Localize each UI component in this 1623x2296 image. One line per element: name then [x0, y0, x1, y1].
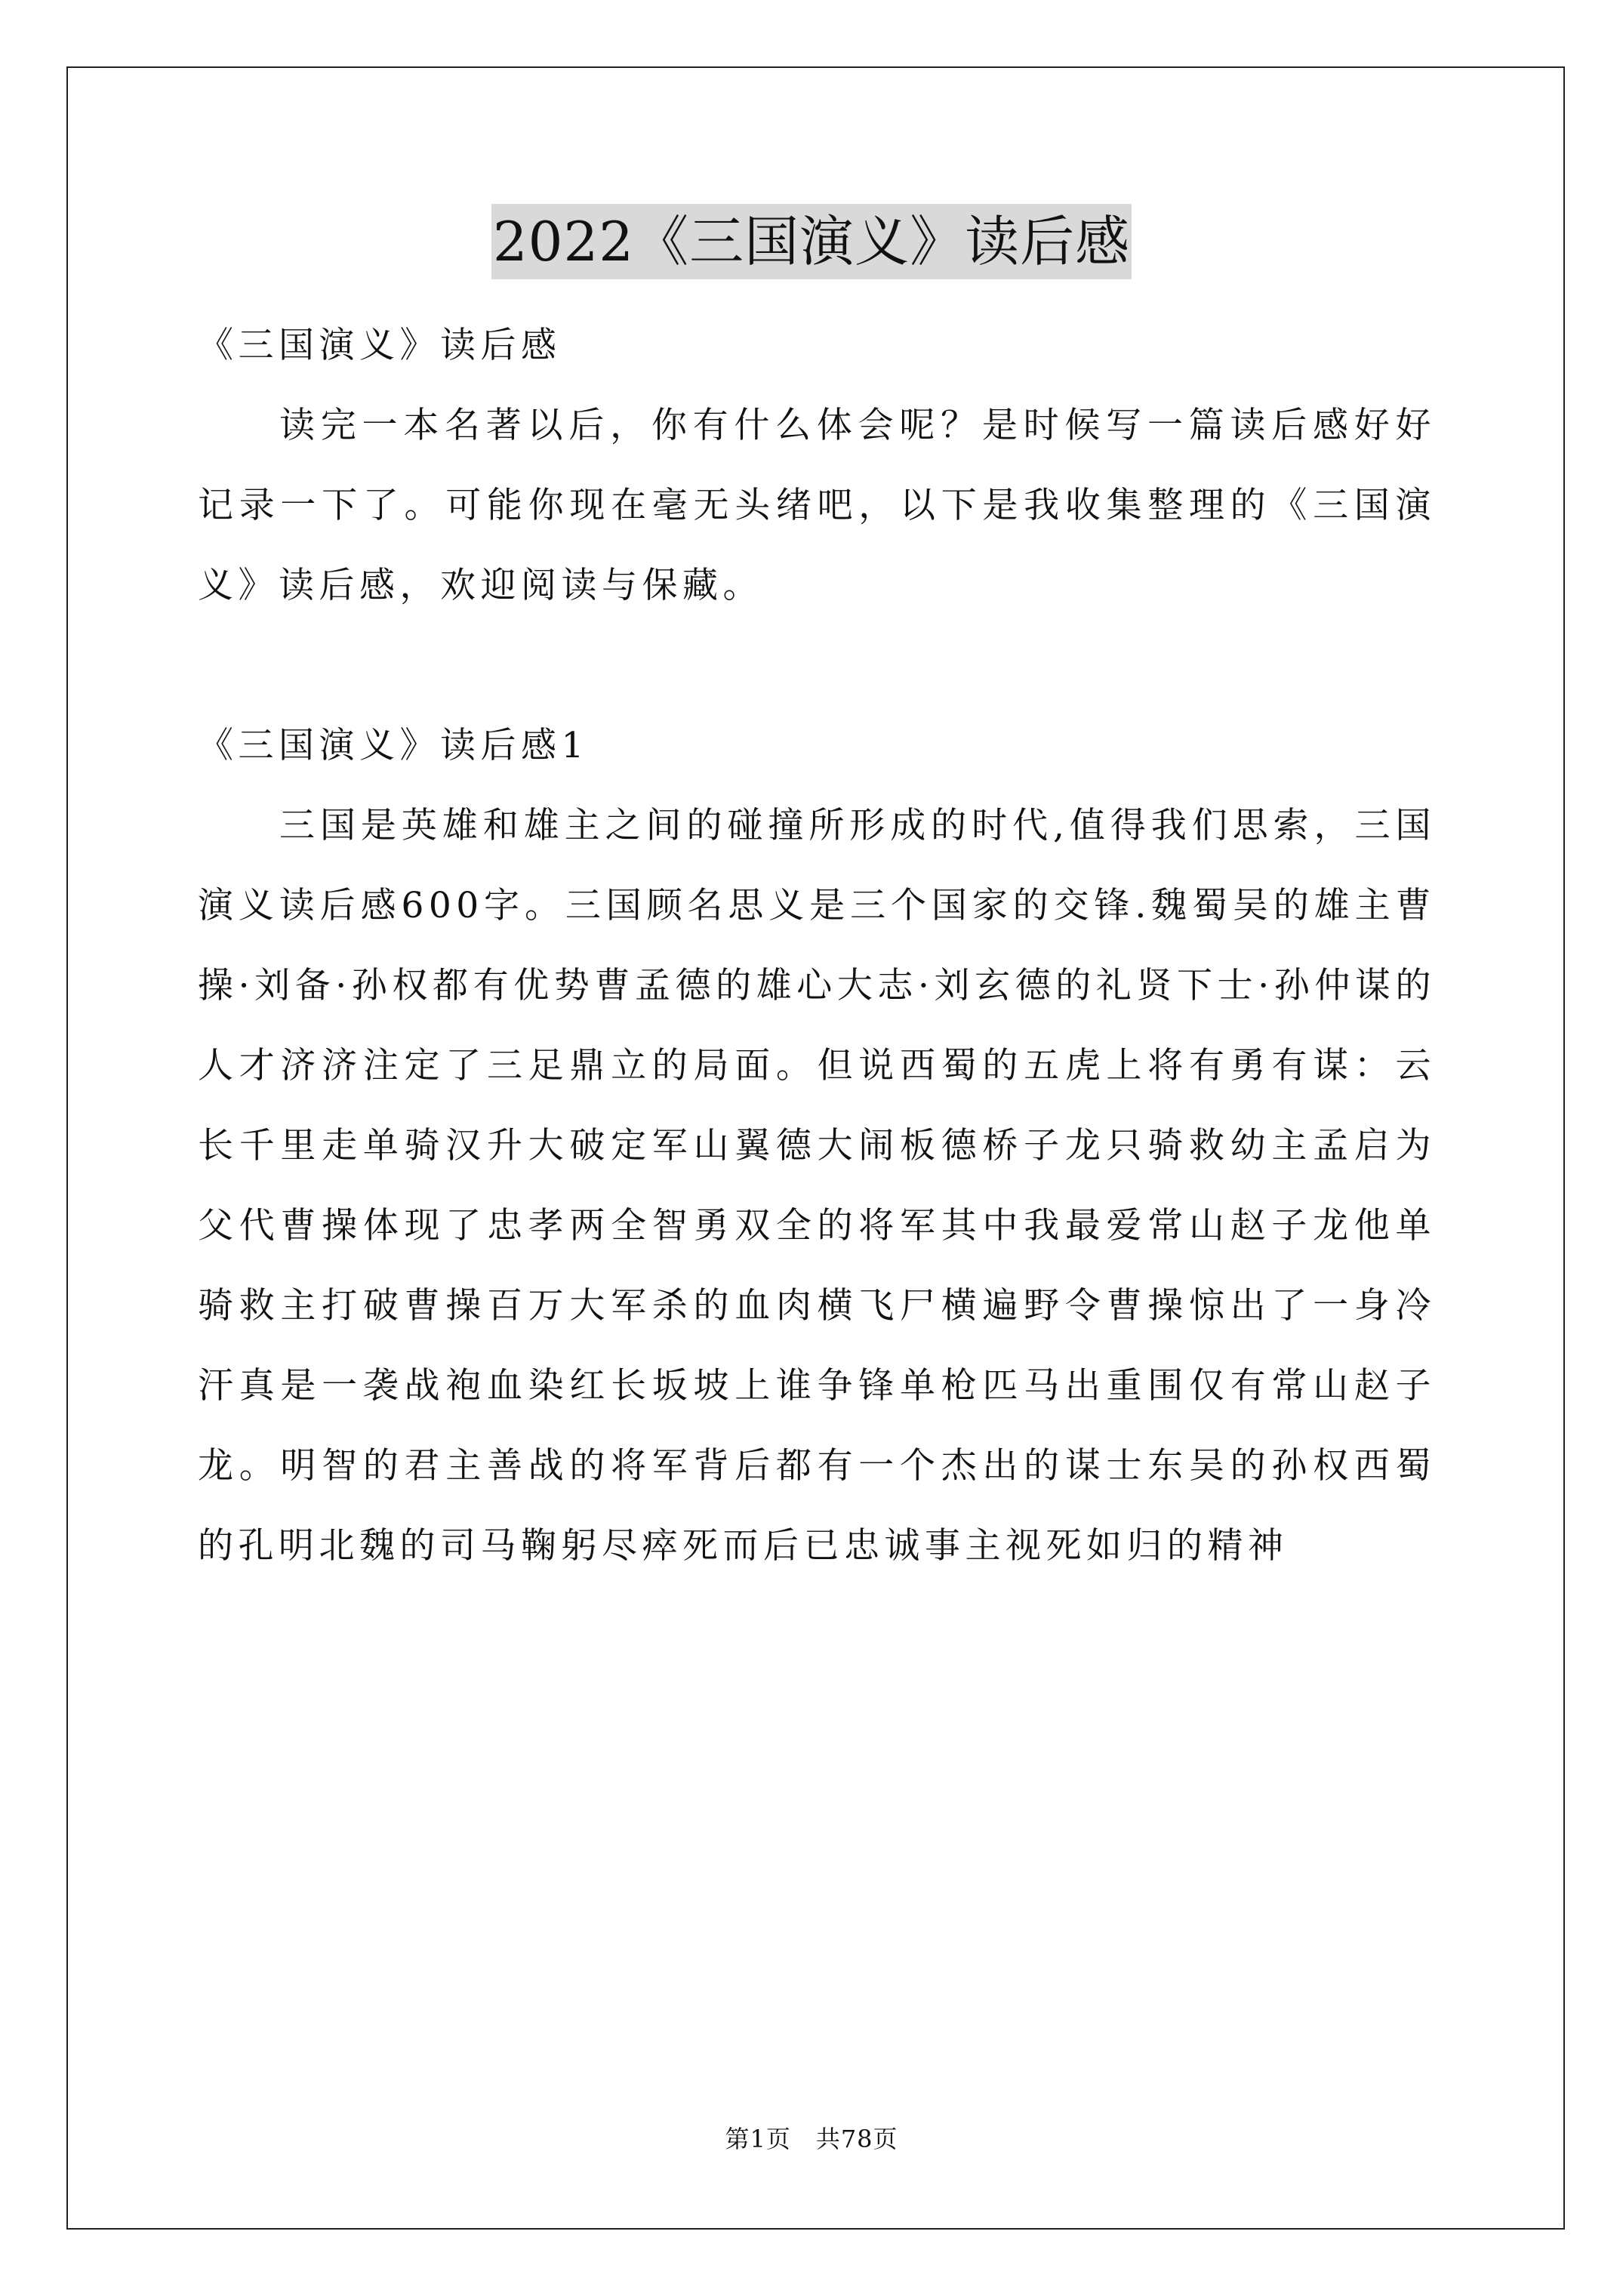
title-container: [0, 204, 1623, 279]
paragraph-spacer: [198, 626, 1436, 706]
document-title: 2022《三国演义》读后感: [491, 204, 1132, 279]
document-body: [198, 306, 1436, 1586]
page-number-footer: 第1页 共78页: [725, 2125, 898, 2153]
intro-heading: 《三国演义》读后感: [198, 325, 562, 366]
intro-paragraph: 读完一本名著以后，你有什么体会呢？是时候写一篇读后感好好记录一下了。可能你现在毫无头绪吧，以下是我收集整理的《三国演义》读后感，欢迎阅读与保藏。: [198, 405, 1436, 606]
section1-paragraph: 三国是英雄和雄主之间的碰撞所形成的时代,值得我们思索，三国演义读后感600字。三国顾名思义是三个国家的交锋.魏蜀吴的雄主曹操·刘备·孙权都有优势曹孟德的雄心大志·刘玄德的礼贤下士·孙仲谋的人才济济注定了三足鼎立的局面。但说西蜀的五虎上将有勇有谋：云长千里走单骑汉升大破定军山翼德大闹板德桥子龙只骑救幼主孟启为父代曹操体现了忠孝两全智勇双全的将军其中我最爱常山赵子龙他单骑救主打破曹操百万大军杀的血肉横飞尸横遍野令曹操惊出了一身冷汗真是一袭战袍血染红长坂坡上谁争锋单枪匹马出重围仅有常山赵子龙。明智的君主善战的将军背后都有一个杰出的谋士东吴的孙权西蜀的孔明北魏的司马鞠躬尽瘁死而后已忠诚事主视死如归的精神: [198, 805, 1436, 1567]
section1-heading: 《三国演义》读后感1: [198, 725, 589, 766]
